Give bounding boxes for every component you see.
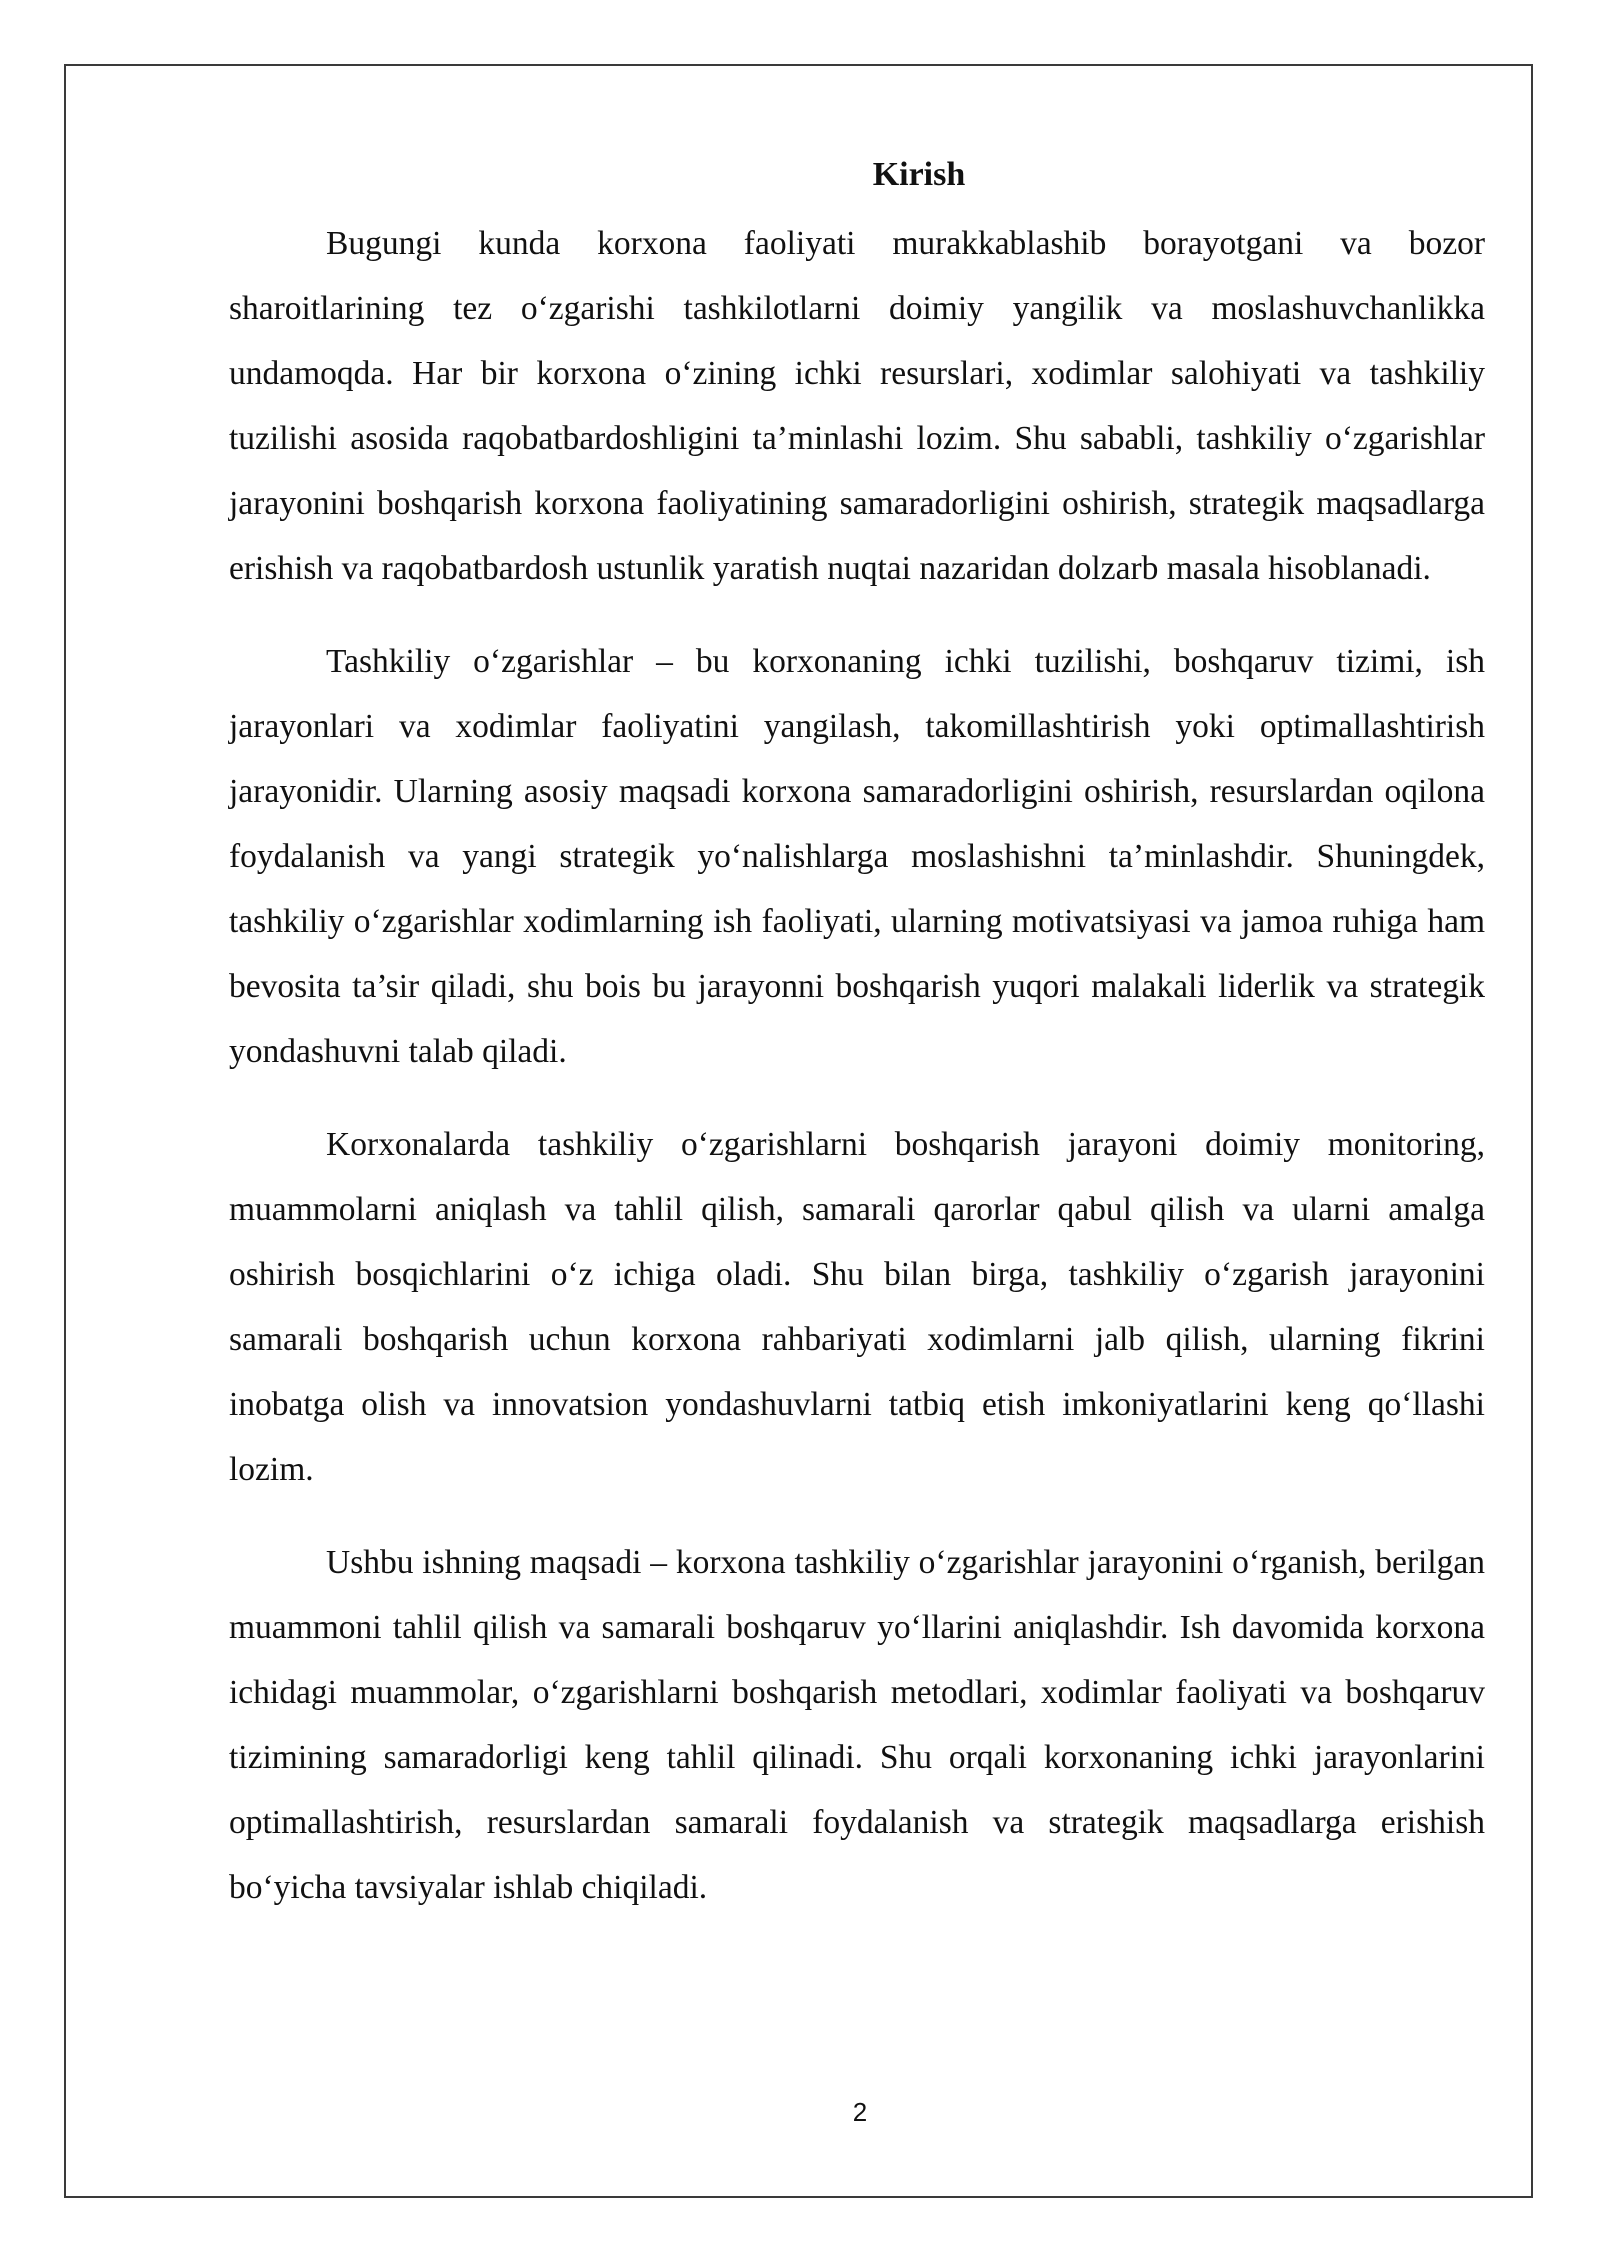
- paragraph-4: Ushbu ishning maqsadi – korxona tashkiliy o‘zgarishlar jarayonini o‘rganish, berilgan muammoni tahlil qilish va samarali boshqaruv yo‘llarini aniqlashdir. Ish davomida korxona ichidagi muammolar, o‘zgarishlarni boshqarish metodlari, xodimlar faoliyati va boshqaruv tizimining samaradorligi keng tahlil qilinadi. Shu orqali korxonaning ichki jarayonlarini optimallashtirish, resurslardan samarali foydalanish va strategik maqsadlarga erishish bo‘yicha tavsiyalar ishlab chiqiladi.: [229, 1544, 1485, 1906]
- paragraph-3: Korxonalarda tashkiliy o‘zgarishlarni boshqarish jarayoni doimiy monitoring, muammolarni aniqlash va tahlil qilish, samarali qarorlar qabul qilish va ularni amalga oshirish bosqichlarini o‘z ichiga oladi. Shu bilan birga, tashkiliy o‘zgarish jarayonini samarali boshqarish uchun korxona rahbariyati xodimlarni jalb qilish, ularning fikrini inobatga olish va innovatsion yondashuvlarni tatbiq etish imkoniyatlarini keng qo‘llashi lozim.: [229, 1126, 1485, 1488]
- page-number: 2: [852, 2097, 868, 2127]
- paragraph-1: Bugungi kunda korxona faoliyati murakkablashib borayotgani va bozor sharoitlarining tez o‘zgarishi tashkilotlarni doimiy yangilik va moslashuvchanlikka undamoqda. Har bir korxona o‘zining ichki resurslari, xodimlar salohiyati va tashkiliy tuzilishi asosida raqobatbardoshligini ta’minlashi lozim. Shu sababli, tashkiliy o‘zgarishlar jarayonini boshqarish korxona faoliyatining samaradorligini oshirish, strategik maqsadlarga erishish va raqobatbardosh ustunlik yaratish nuqtai nazaridan dolzarb masala hisoblanadi.: [229, 225, 1485, 587]
- document-body: [229, 143, 1485, 1948]
- paragraph-2: Tashkiliy o‘zgarishlar – bu korxonaning ichki tuzilishi, boshqaruv tizimi, ish jarayonlari va xodimlar faoliyatini yangilash, takomillashtirish yoki optimallashtirish jarayonidir. Ularning asosiy maqsadi korxona samaradorligini oshirish, resurslardan oqilona foydalanish va yangi strategik yo‘nalishlarga moslashishni ta’minlashdir. Shuningdek, tashkiliy o‘zgarishlar xodimlarning ish faoliyati, ularning motivatsiyasi va jamoa ruhiga ham bevosita ta’sir qiladi, shu bois bu jarayonni boshqarish yuqori malakali liderlik va strategik yondashuvni talab qiladi.: [229, 643, 1485, 1070]
- section-title: Kirish: [872, 156, 966, 193]
